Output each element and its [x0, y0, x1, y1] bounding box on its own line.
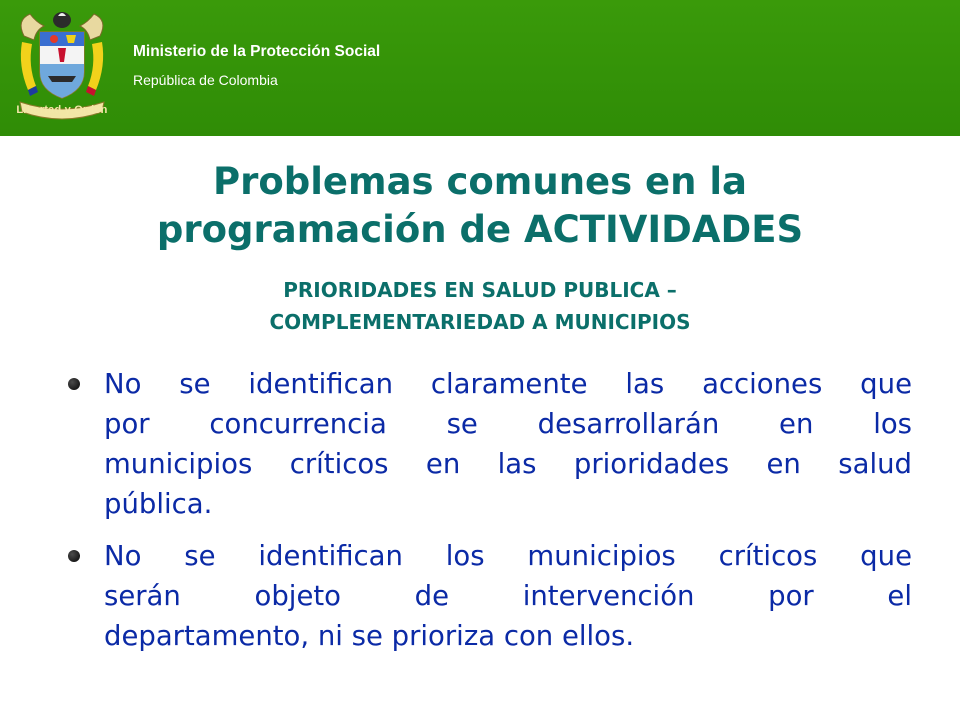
slide-subtitle: [40, 274, 920, 338]
bullet-line: municipios críticos en las prioridades en salud: [104, 448, 912, 480]
bullet-line: serán objeto de intervención por el: [104, 580, 912, 612]
ministry-name: Ministerio de la Protección Social: [133, 43, 381, 60]
subtitle-line: PRIORIDADES EN SALUD PUBLICA –: [283, 278, 677, 302]
title-line: programación de ACTIVIDADES: [156, 208, 804, 251]
bullet-line: pública.: [104, 488, 213, 520]
motto-text: Libertad y Orden: [16, 104, 108, 116]
bullet-line: No se identifican los municipios críticos que: [104, 540, 912, 572]
title-line: Problemas comunes en la: [212, 160, 748, 203]
subtitle-line: COMPLEMENTARIEDAD A MUNICIPIOS: [269, 310, 691, 334]
bullet-dot-icon: [68, 550, 80, 562]
bullet-text: [104, 536, 912, 656]
bullet-dot-icon: [68, 378, 80, 390]
bullet-line: No se identifican claramente las acciones que: [104, 368, 912, 400]
bullet-list: [62, 364, 912, 668]
slide-title: [40, 158, 920, 254]
header-banner: [0, 0, 960, 136]
bullet-line: departamento, ni se prioriza con ellos.: [104, 620, 635, 652]
bullet-line: por concurrencia se desarrollarán en los: [104, 408, 912, 440]
bullet-text: [104, 364, 912, 524]
bullet-item: [62, 364, 912, 524]
bullet-item: [62, 536, 912, 656]
republic-name: República de Colombia: [133, 72, 278, 88]
